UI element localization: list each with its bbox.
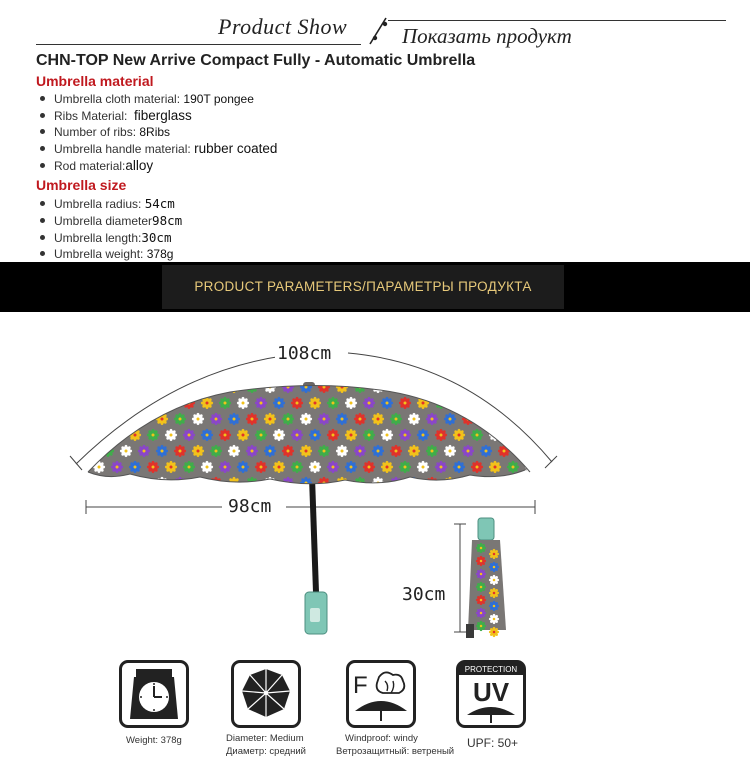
canopy-flower (498, 445, 510, 457)
canopy-flower (147, 461, 159, 473)
canopy-flower (435, 461, 447, 473)
canopy-flower (228, 413, 240, 425)
canopy-flower (129, 461, 141, 473)
canopy-flower (480, 413, 492, 425)
wind-force-letter: F (353, 672, 368, 699)
canopy-flower (165, 461, 177, 473)
canopy-flower (237, 429, 249, 441)
header-line-right (388, 20, 726, 21)
size-heading: Umbrella size (36, 177, 127, 193)
canopy-flower (534, 413, 546, 425)
canopy-flower (417, 461, 429, 473)
canopy-flower (192, 413, 204, 425)
canopy-flower (489, 627, 499, 637)
canopy-flower (246, 413, 258, 425)
canopy-flower (102, 477, 114, 489)
canopy-flower (525, 461, 537, 473)
canopy-flower (543, 461, 555, 473)
canopy-flower (363, 397, 375, 409)
canopy-flower (444, 445, 456, 457)
canopy-flower (462, 445, 474, 457)
canopy-flower (138, 477, 150, 489)
upf-caption: UPF: 50+ (467, 736, 519, 750)
banner-title: PRODUCT PARAMETERS/ПАРАМЕТРЫ ПРОДУКТА (194, 279, 532, 294)
canopy-flower (435, 429, 447, 441)
canopy-flower (246, 445, 258, 457)
canopy-flower (309, 429, 321, 441)
canopy-flower (399, 429, 411, 441)
canopy-flower (183, 429, 195, 441)
header-line-left (36, 44, 361, 45)
canopy-flower (273, 429, 285, 441)
canopy-flower (354, 445, 366, 457)
canopy-flower (318, 381, 330, 393)
canopy-flower (102, 381, 114, 393)
canopy-flower (327, 429, 339, 441)
canopy-flower (435, 397, 447, 409)
canopy-flower (345, 461, 357, 473)
canopy-flower (476, 543, 486, 553)
canopy-flower (426, 381, 438, 393)
canopy-flower (476, 621, 486, 631)
canopy-flower (516, 381, 528, 393)
canopy-flower (102, 445, 114, 457)
canopy-flower (219, 397, 231, 409)
canopy-flower (111, 429, 123, 441)
canopy-flower (489, 549, 499, 559)
canopy-flower (282, 381, 294, 393)
spec-length: Umbrella length:30cm (40, 230, 171, 245)
canopy-flower (282, 445, 294, 457)
canopy-flower (489, 461, 501, 473)
canopy-flower (336, 413, 348, 425)
canopy-flower (273, 397, 285, 409)
canopy-flower (336, 381, 348, 393)
canopy-flower (93, 461, 105, 473)
canopy-flower (399, 461, 411, 473)
weight-scale-icon (119, 660, 189, 728)
canopy-flower (543, 429, 555, 441)
canopy-flower (84, 413, 96, 425)
canopy-flower (291, 429, 303, 441)
spec-ribs-material: Ribs Material: fiberglass (40, 108, 192, 123)
canopy-flower (390, 381, 402, 393)
canopy-flower (372, 445, 384, 457)
spec-diameter: Umbrella diameter98cm (40, 213, 182, 228)
canopy-flower (507, 429, 519, 441)
weight-caption: Weight: 378g (126, 735, 182, 746)
canopy-flower (174, 445, 186, 457)
canopy-flower (111, 461, 123, 473)
canopy-flower (210, 477, 222, 489)
width-dimension-label: 98cm (228, 496, 272, 517)
canopy-flower (210, 381, 222, 393)
canopy-flower (300, 413, 312, 425)
canopy-flower (210, 413, 222, 425)
canopy-flower (318, 413, 330, 425)
wind-umbrella-icon (346, 660, 416, 728)
canopy-flower (201, 461, 213, 473)
canopy-flower (408, 413, 420, 425)
canopy-flower (480, 445, 492, 457)
canopy-flower (309, 461, 321, 473)
canopy-flower (408, 445, 420, 457)
canopy-flower (102, 413, 114, 425)
canopy-flower (489, 614, 499, 624)
spec-cloth: Umbrella cloth material: 190T pongee (40, 92, 254, 106)
canopy-flower (534, 381, 546, 393)
canopy-flower (534, 445, 546, 457)
canopy-flower (120, 381, 132, 393)
canopy-flower (327, 461, 339, 473)
canopy-flower (228, 477, 240, 489)
canopy-flower (381, 397, 393, 409)
canopy-flower (336, 445, 348, 457)
canopy-flower (390, 413, 402, 425)
open-umbrella-icon (231, 660, 301, 728)
canopy-flower (291, 461, 303, 473)
canopy-flower (476, 569, 486, 579)
canopy-flower (120, 445, 132, 457)
windproof-caption: Windproof: windy (345, 733, 418, 744)
header-title-en: Product Show (218, 14, 348, 39)
canopy-flower (476, 608, 486, 618)
canopy-flower (471, 429, 483, 441)
uv-label: UV (472, 677, 510, 707)
canopy-flower (165, 429, 177, 441)
canopy-flower (507, 461, 519, 473)
canopy-flower (318, 445, 330, 457)
canopy-flower (426, 477, 438, 489)
canopy-flower (516, 477, 528, 489)
canopy-flower (381, 461, 393, 473)
product-title: CHN-TOP New Arrive Compact Fully - Automatic Umbrella (36, 52, 476, 69)
umbrella-illustration (0, 312, 750, 652)
canopy-flower (498, 477, 510, 489)
canopy-flower (300, 445, 312, 457)
canopy-flower (453, 429, 465, 441)
header-title-ru: Показать продукт (402, 24, 572, 48)
protection-label: PROTECTION (464, 665, 518, 674)
canopy-flower (174, 381, 186, 393)
canopy-flower (210, 445, 222, 457)
canopy-flower (345, 429, 357, 441)
canopy-flower (363, 461, 375, 473)
canopy-flower (534, 477, 546, 489)
spec-handle: Umbrella handle material: rubber coated (40, 141, 277, 156)
canopy-flower (399, 397, 411, 409)
folded-length-label: 30cm (402, 584, 446, 605)
canopy-flower (453, 461, 465, 473)
canopy-flower (120, 477, 132, 489)
canopy-flower (453, 397, 465, 409)
canopy-flower (489, 562, 499, 572)
canopy-flower (309, 397, 321, 409)
spec-rod: Rod material:alloy (40, 158, 153, 173)
canopy-flower (426, 413, 438, 425)
canopy-flower (372, 381, 384, 393)
canopy-flower (291, 397, 303, 409)
canopy-flower (264, 445, 276, 457)
canopy-flower (525, 397, 537, 409)
canopy-flower (165, 397, 177, 409)
canopy-flower (120, 413, 132, 425)
canopy-flower (138, 381, 150, 393)
arc-dimension-label: 108cm (277, 343, 332, 364)
canopy-flower (354, 413, 366, 425)
canopy-flower (282, 413, 294, 425)
canopy-flower (480, 381, 492, 393)
canopy-flower (84, 477, 96, 489)
canopy-flower (84, 381, 96, 393)
canopy-flower (192, 477, 204, 489)
canopy-flower (543, 397, 555, 409)
canopy-flower (462, 477, 474, 489)
canopy-flower (183, 461, 195, 473)
canopy-flower (417, 429, 429, 441)
canopy-flower (476, 582, 486, 592)
canopy-flower (489, 601, 499, 611)
canopy-flower (147, 429, 159, 441)
canopy-flower (516, 413, 528, 425)
canopy-flower (480, 477, 492, 489)
canopy-flower (507, 397, 519, 409)
canopy-flower (237, 397, 249, 409)
canopy-flower (336, 477, 348, 489)
diameter-caption: Diameter: Medium (226, 733, 304, 744)
canopy-flower (246, 381, 258, 393)
diameter-caption-ru: Диаметр: средний (226, 746, 306, 757)
canopy-flower (129, 397, 141, 409)
canopy-flower (138, 445, 150, 457)
canopy-flower (381, 429, 393, 441)
canopy-flower (174, 413, 186, 425)
uv-protection-icon (456, 660, 526, 728)
canopy-flower (471, 461, 483, 473)
canopy-flower (156, 381, 168, 393)
canopy-flower (426, 445, 438, 457)
canopy-flower (489, 575, 499, 585)
canopy-flower (363, 429, 375, 441)
canopy-flower (462, 381, 474, 393)
canopy-flower (264, 413, 276, 425)
canopy-flower (219, 461, 231, 473)
canopy-flower (462, 413, 474, 425)
canopy-flower (156, 413, 168, 425)
canopy-flower (255, 461, 267, 473)
canopy-flower (327, 397, 339, 409)
canopy-flower (390, 445, 402, 457)
canopy-flower (192, 381, 204, 393)
canopy-flower (489, 588, 499, 598)
canopy-flower (444, 413, 456, 425)
spec-ribs-number: Number of ribs: 8Ribs (40, 125, 170, 139)
material-heading: Umbrella material (36, 73, 154, 89)
canopy-flower (111, 397, 123, 409)
canopy-flower (93, 397, 105, 409)
windproof-caption-ru: Ветрозащитный: ветреный (336, 746, 455, 757)
canopy-flower (192, 445, 204, 457)
canopy-flower (476, 595, 486, 605)
canopy-flower (498, 381, 510, 393)
slash-mark-icon (366, 16, 392, 46)
canopy-flower (273, 461, 285, 473)
canopy-flower (516, 445, 528, 457)
canopy-flower (237, 461, 249, 473)
canopy-flower (345, 397, 357, 409)
canopy-flower (219, 429, 231, 441)
canopy-flower (156, 445, 168, 457)
canopy-flower (408, 381, 420, 393)
canopy-flower (174, 477, 186, 489)
spec-radius: Umbrella radius: 54cm (40, 196, 175, 211)
canopy-flower (255, 397, 267, 409)
canopy-flower (246, 477, 258, 489)
canopy-flower (255, 429, 267, 441)
canopy-flower (372, 413, 384, 425)
canopy-flower (156, 477, 168, 489)
spec-weight: Umbrella weight: 378g (40, 247, 173, 261)
canopy-flower (476, 556, 486, 566)
canopy-flower (228, 445, 240, 457)
canopy-flower (201, 429, 213, 441)
canopy-flower (390, 477, 402, 489)
